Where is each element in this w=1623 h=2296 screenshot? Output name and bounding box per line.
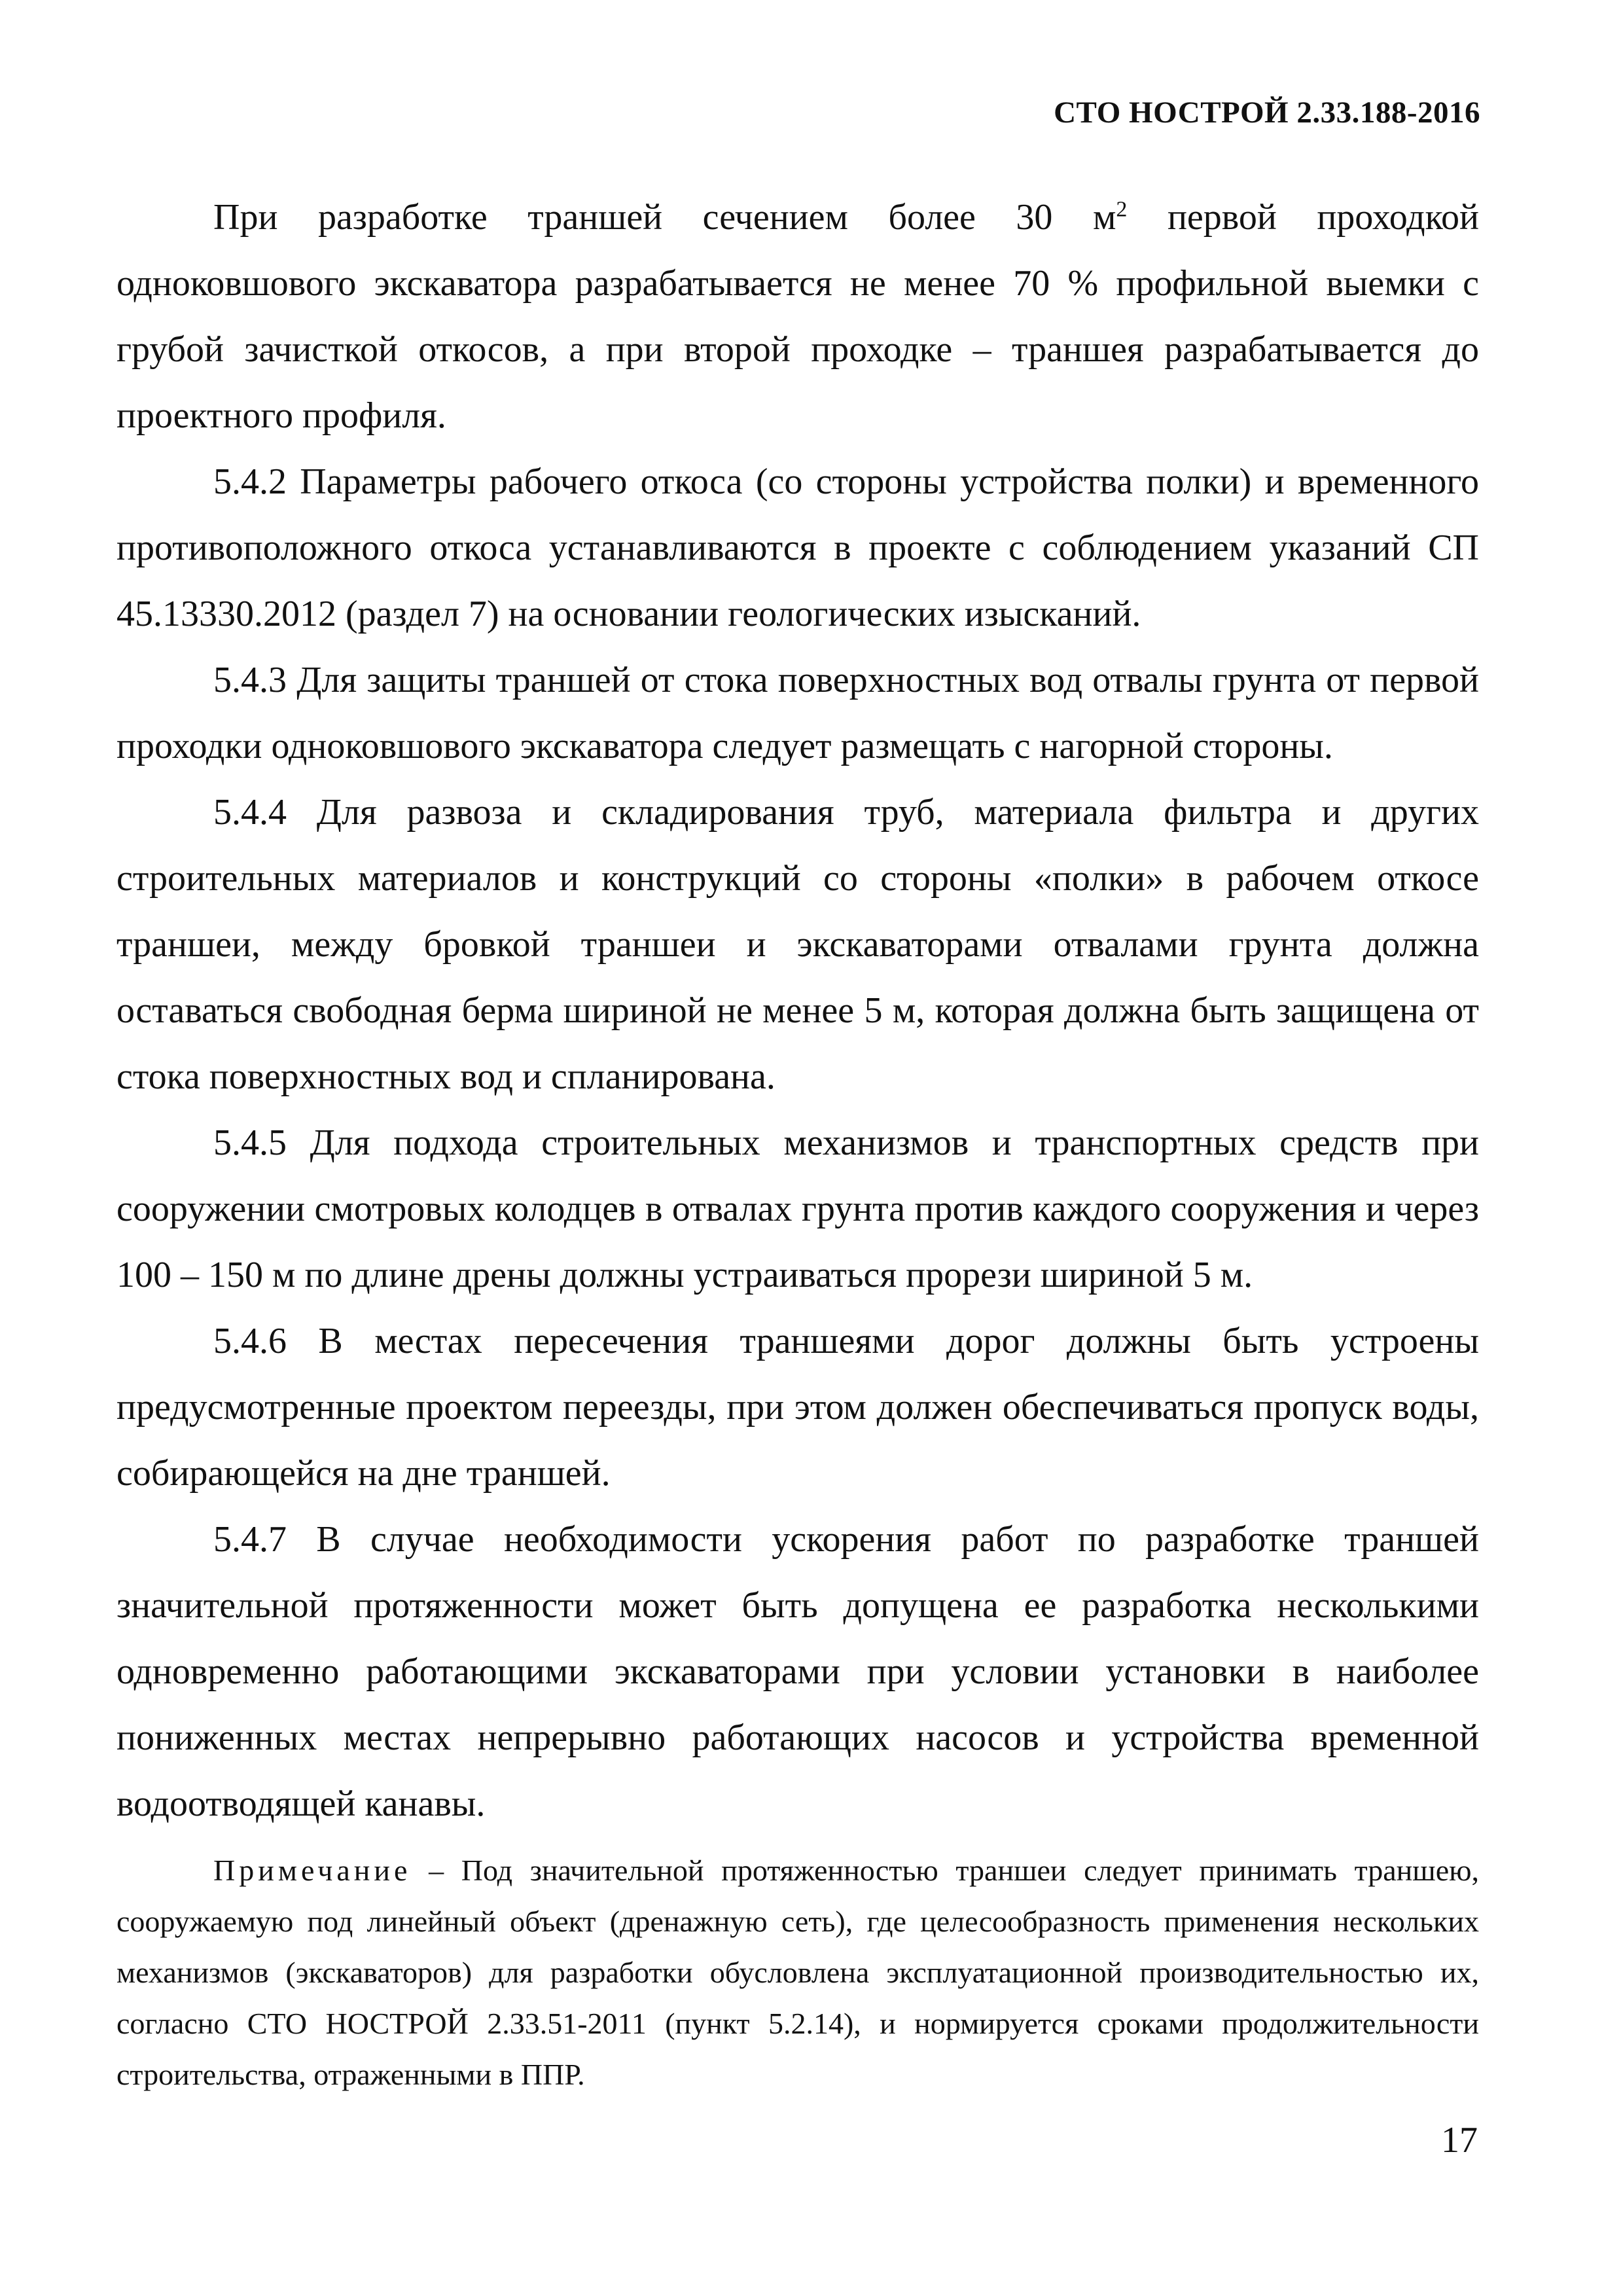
- note-block: [116, 1845, 1479, 2100]
- note-text: – Под значительной протяженностью траншеи следует принимать траншею, сооружаемую под линейный объект (дренажную сеть), где целесообразность применения нескольких механизмов (экскаваторов) для разработки обусловлена эксплуатационной производительностью их, согласно СТО НОСТРОЙ 2.33.51-2011 (пункт 5.2.14), и нормируется сроками продолжительности строительства, отраженными в ППР.: [116, 1854, 1479, 2091]
- paragraph-text-part: При разработке траншей сечением более 30 м: [213, 197, 1116, 238]
- paragraph-trench-excavation: [116, 185, 1479, 449]
- paragraph-5-4-4: 5.4.4 Для развоза и складирования труб, материала фильтра и других строительных материалов и конструкций со стороны «полки» в рабочем откосе траншеи, между бровкой траншеи и экскаваторами отвалами грунта должна оставаться свободная берма шириной не менее 5 м, которая должна быть защищена от стока поверхностных вод и спланирована.: [116, 792, 1479, 1097]
- page-number: 17: [1441, 2120, 1478, 2161]
- note-label: Примечание: [213, 1854, 412, 1887]
- paragraph-text-part: первой проходкой одноковшового экскаватора разрабатывается не менее 70 % профильной выемки с грубой зачисткой откосов, а при второй проходке – траншея разрабатывается до проектного профиля.: [116, 197, 1479, 436]
- paragraph-5-4-6: 5.4.6 В местах пересечения траншеями дорог должны быть устроены предусмотренные проектом переезды, при этом должен обеспечиваться пропуск воды, собирающейся на дне траншей.: [116, 1321, 1479, 1494]
- paragraph-5-4-2: 5.4.2 Параметры рабочего откоса (со стороны устройства полки) и временного противоположного откоса устанавливаются в проекте с соблюдением указаний СП 45.13330.2012 (раздел 7) на основании геологических изысканий.: [116, 461, 1479, 634]
- document-code-header: СТО НОСТРОЙ 2.33.188-2016: [1054, 96, 1480, 130]
- superscript-exponent: 2: [1116, 197, 1128, 222]
- paragraph-5-4-3: 5.4.3 Для защиты траншей от стока поверхностных вод отвалы грунта от первой проходки одноковшового экскаватора следует размещать с нагорной стороны.: [116, 660, 1479, 766]
- paragraph-5-4-7: 5.4.7 В случае необходимости ускорения работ по разработке траншей значительной протяженности может быть допущена ее разработка несколькими одновременно работающими экскаваторами при условии установки в наиболее пониженных местах непрерывно работающих насосов и устройства временной водоотводящей канавы.: [116, 1519, 1479, 1824]
- document-body: [116, 185, 1479, 2100]
- paragraph-5-4-5: 5.4.5 Для подхода строительных механизмов и транспортных средств при сооружении смотровых колодцев в отвалах грунта против каждого сооружения и через 100 – 150 м по длине дрены должны устраиваться прорези шириной 5 м.: [116, 1122, 1479, 1295]
